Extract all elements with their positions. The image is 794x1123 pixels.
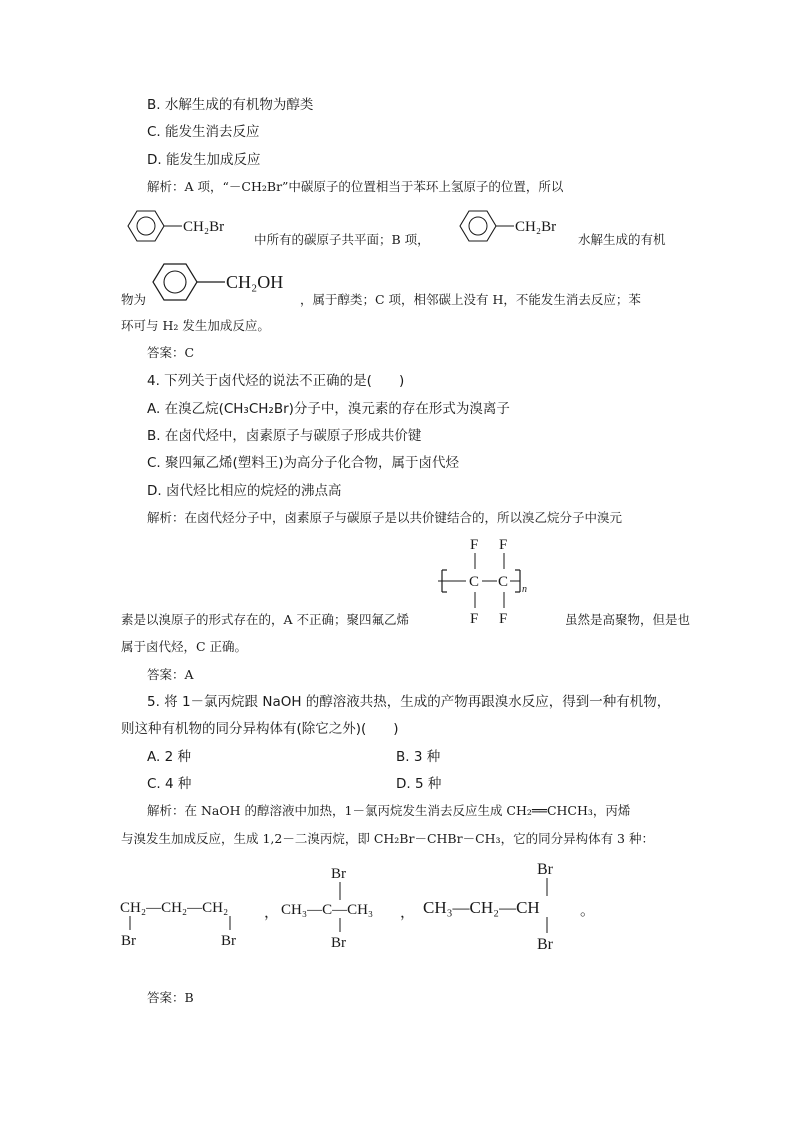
- benzyl-alcohol-group-label: CH₂OH: [226, 272, 284, 292]
- q4-answer-value: ：A: [172, 667, 194, 682]
- ptfe-f-bottom-right: F: [499, 611, 508, 627]
- q4-explanation-line2-start: 素是以溴原子的形式存在的，A 不正确；聚四氟乙烯: [121, 612, 410, 627]
- q3-answer-value: ：C: [172, 345, 195, 360]
- isomer-1-structure: [118, 892, 268, 950]
- q4-option-a: A. 在溴乙烷(CH₃CH₂Br)分子中，溴元素的存在形式为溴离子: [147, 401, 510, 417]
- ptfe-c-right: C: [498, 574, 509, 590]
- q4-answer: [147, 665, 194, 685]
- benzyl-bromide-group-label-1: CH₂Br: [183, 219, 225, 235]
- q3-explanation-line2-mid: 中所有的碳原子共平面；B 项，: [254, 232, 430, 247]
- q3-explanation-line3-start: 物为: [121, 292, 147, 307]
- isomer-3-chain: CH₃—CH₂—CH: [423, 898, 540, 917]
- isomer-3-structure: [420, 856, 580, 954]
- q5-option-b: B. 3 种: [396, 749, 441, 765]
- q3-answer-label: 答案: [147, 345, 173, 360]
- q3-explanation-line3-end: ，属于醇类；C 项，相邻碳上没有 H，不能发生消去反应；苯: [300, 292, 641, 307]
- isomer-1-br-right: Br: [221, 933, 236, 949]
- q3-explanation-line2-end: 水解生成的有机: [578, 232, 666, 247]
- q5-answer-label: 答案: [147, 990, 173, 1005]
- q5-stem-line2: 则这种有机物的同分异构体有(除它之外)( ): [121, 721, 399, 737]
- ptfe-f-bottom-left: F: [470, 611, 479, 627]
- isomer-1-chain: CH₂—CH₂—CH₂: [120, 900, 229, 916]
- q4-explanation-line1: [147, 508, 622, 528]
- q3-option-c: C. 能发生消去反应: [147, 124, 260, 140]
- q3-option-d: D. 能发生加成反应: [147, 152, 261, 168]
- q4-option-b: B. 在卤代烃中，卤素原子与碳原子形成共价键: [147, 428, 422, 444]
- q3-explanation-line4: 环可与 H₂ 发生加成反应。: [121, 318, 270, 333]
- isomer-1-br-left: Br: [121, 933, 136, 949]
- q4-stem: 4. 下列关于卤代烃的说法不正确的是( ): [147, 373, 405, 389]
- q4-option-d: D. 卤代烃比相应的烷烃的沸点高: [147, 483, 342, 499]
- benzyl-bromide-structure-2: [454, 206, 584, 246]
- q3-option-b: B. 水解生成的有机物为醇类: [147, 97, 314, 113]
- q3-explanation-label: 解析: [147, 179, 173, 194]
- ptfe-f-top-left: F: [470, 537, 479, 553]
- isomer-3-br-top: Br: [537, 861, 553, 878]
- isomer-2-br-bottom: Br: [331, 935, 346, 951]
- benzyl-alcohol-structure: [147, 258, 307, 306]
- benzyl-bromide-structure-1: [122, 206, 252, 246]
- isomer-end-mark: 。: [580, 901, 596, 919]
- q5-explanation-line1: [147, 801, 630, 821]
- isomer-separator-1: ，: [264, 903, 280, 921]
- q3-answer: [147, 343, 194, 363]
- benzyl-bromide-group-label-2: CH₂Br: [515, 219, 557, 235]
- isomer-2-br-top: Br: [331, 866, 346, 882]
- q5-answer: [147, 988, 194, 1008]
- q4-answer-label: 答案: [147, 667, 173, 682]
- q4-option-c: C. 聚四氟乙烯(塑料王)为高分子化合物，属于卤代烃: [147, 455, 460, 471]
- isomer-2-structure: [278, 860, 403, 952]
- isomer-separator-2: ，: [400, 903, 416, 921]
- ptfe-structure: [436, 532, 546, 628]
- q5-explanation-label: 解析: [147, 803, 173, 818]
- q3-explanation-line1: [147, 177, 563, 197]
- q3-explanation-text1: ：A 项，“－CH₂Br”中碳原子的位置相当于苯环上氢原子的位置，所以: [172, 179, 564, 194]
- q4-explanation-text1: ：在卤代烃分子中，卤素原子与碳原子是以共价键结合的，所以溴乙烷分子中溴元: [172, 510, 623, 525]
- q5-option-c: C. 4 种: [147, 776, 192, 792]
- isomer-3-br-bottom: Br: [537, 936, 553, 953]
- q5-option-d: D. 5 种: [396, 776, 442, 792]
- ptfe-c-left: C: [469, 574, 480, 590]
- q4-explanation-label: 解析: [147, 510, 173, 525]
- isomer-2-chain: CH₃—C—CH₃: [281, 902, 374, 918]
- q4-explanation-line2-end: 虽然是高聚物，但是也: [565, 612, 691, 627]
- q5-option-a: A. 2 种: [147, 749, 191, 765]
- q5-explanation-text1: ：在 NaOH 的醇溶液中加热，1－氯丙烷发生消去反应生成 CH₂══CHCH₃，丙烯: [172, 803, 631, 818]
- q4-explanation-line3: 属于卤代烃，C 正确。: [121, 639, 248, 654]
- ptfe-subscript-n: n: [522, 584, 527, 595]
- q5-stem-line1: 5. 将 1－氯丙烷跟 NaOH 的醇溶液共热，生成的产物再跟溴水反应，得到一种有机物，: [147, 694, 671, 710]
- q5-answer-value: ：B: [172, 990, 194, 1005]
- ptfe-f-top-right: F: [499, 537, 508, 553]
- q5-explanation-line2: 与溴发生加成反应，生成 1,2－二溴丙烷，即 CH₂Br－CHBr－CH₃，它的同分异构体有 3 种：: [121, 831, 654, 846]
